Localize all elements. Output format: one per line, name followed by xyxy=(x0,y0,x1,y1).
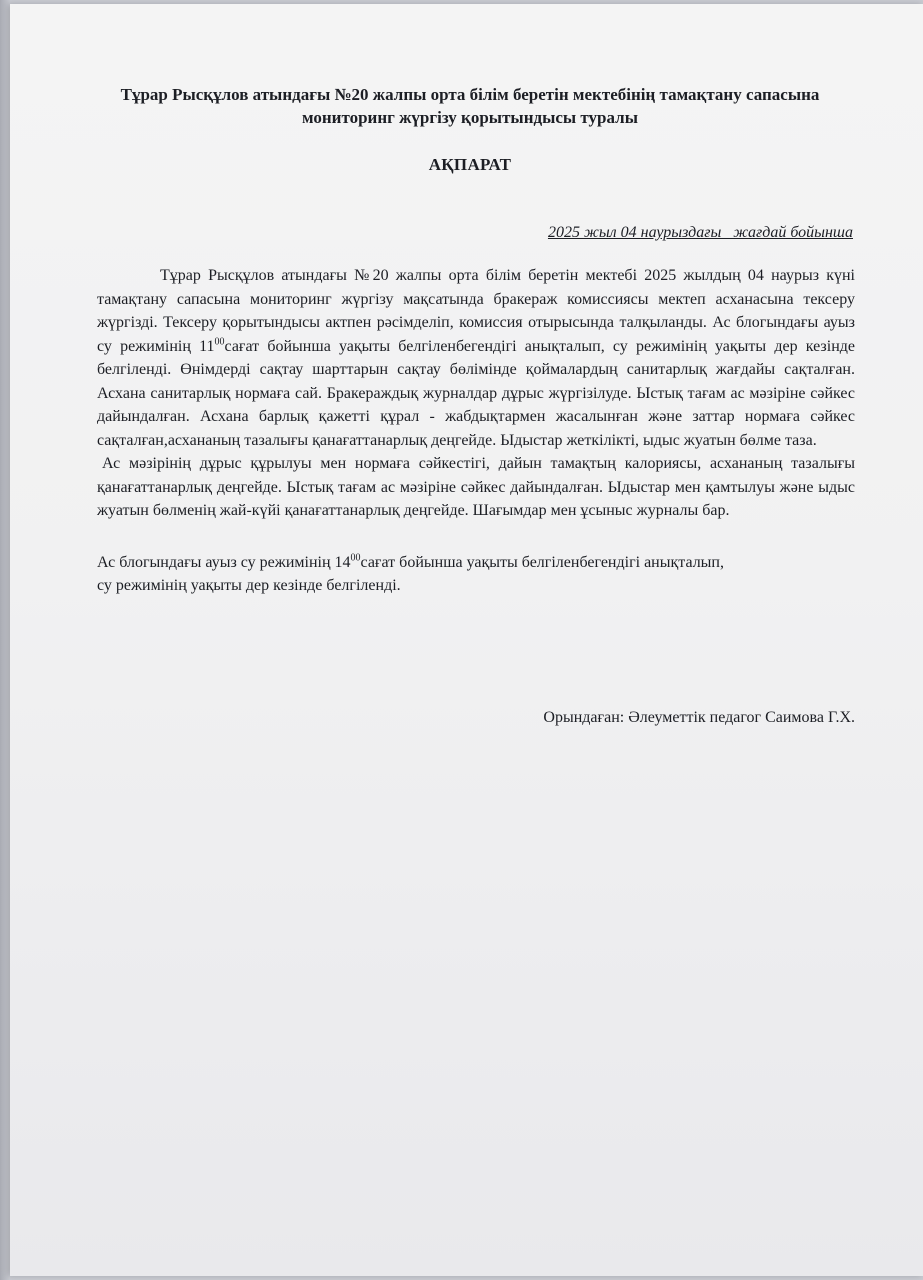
document-body xyxy=(97,264,855,598)
paragraph-3 xyxy=(97,551,855,598)
paper-edge-shadow xyxy=(0,0,10,1280)
time-superscript: 00 xyxy=(350,552,361,564)
paragraph-2: Ас мәзірінің дұрыс құрылуы мен нормаға сәйкестігі, дайын тамақтың калориясы, асхананың тазалығы қанағаттанарлық деңгейде. Ыстық тағам ас мәзіріне сәйкес дайындалған. Ыдыстар мен қамтылуы және ыдыс жуатын бөлменің жай-күйі қанағаттанарлық деңгейде. Шағымдар мен ұсыныс журналы бар. xyxy=(97,455,855,519)
paragraph-3-start: Ас блогындағы ауыз су режимінің 14 xyxy=(97,553,351,571)
paragraph-1-start: Тұрар Рысқұлов атындағы №20 жалпы орта білім беретін мектебі 2025 жылдың 04 наурыз күні тамақтану сапасына мониторинг жүргізу мақсатында бракераж комиссиясы мектеп асханасына тексеру жүргізді. Тексеру қорытындысы актпен рәсімделіп, комиссия отырысында талқыланды. Ас блогындағы ауыз су режимінің 11 xyxy=(97,267,855,355)
signature-line: Орындаған: Әлеуметтік педагог Саимова Г.Х. xyxy=(543,709,855,726)
paragraph-1-rest: сағат бойынша уақыты белгіленбегендігі анықталып, су режимінің уақыты дер кезінде белгіленді. Өнімдерді сақтау шарттарын сақтау бөлімінде қоймалардың санитарлық жағдайы сақталған. Асхана санитарлық нормаға сай. Бракераждық журналдар дұрыс жүргізілуде. Ыстық тағам ас мәзіріне сәйкес дайындалған. Асхана барлық қажетті құрал - жабдықтармен жасалынған және заттар нормаға сәйкес сақталған,асхананың тазалығы қанағаттанарлық деңгейде. Ыдыстар жеткілікті, ыдыс жуатын бөлме таза. xyxy=(97,337,856,449)
paragraph-3-line2: су режимінің уақыты дер кезінде белгіленді. xyxy=(97,577,401,594)
date-line: 2025 жыл 04 наурыздағы жағдай бойынша xyxy=(547,224,853,241)
document-page xyxy=(10,4,923,1276)
paragraph-1 xyxy=(97,264,855,452)
time-superscript: 00 xyxy=(214,336,225,348)
document-heading: АҚПАРАТ xyxy=(428,155,512,174)
paragraph-3-line1-rest: сағат бойынша уақыты белгіленбегендігі анықталып, xyxy=(360,553,724,571)
document-title: Тұрар Рысқұлов атындағы №20 жалпы орта білім беретін мектебінің тамақтану сапасына мониторинг жүргізу қорытындысы туралы xyxy=(120,85,820,127)
